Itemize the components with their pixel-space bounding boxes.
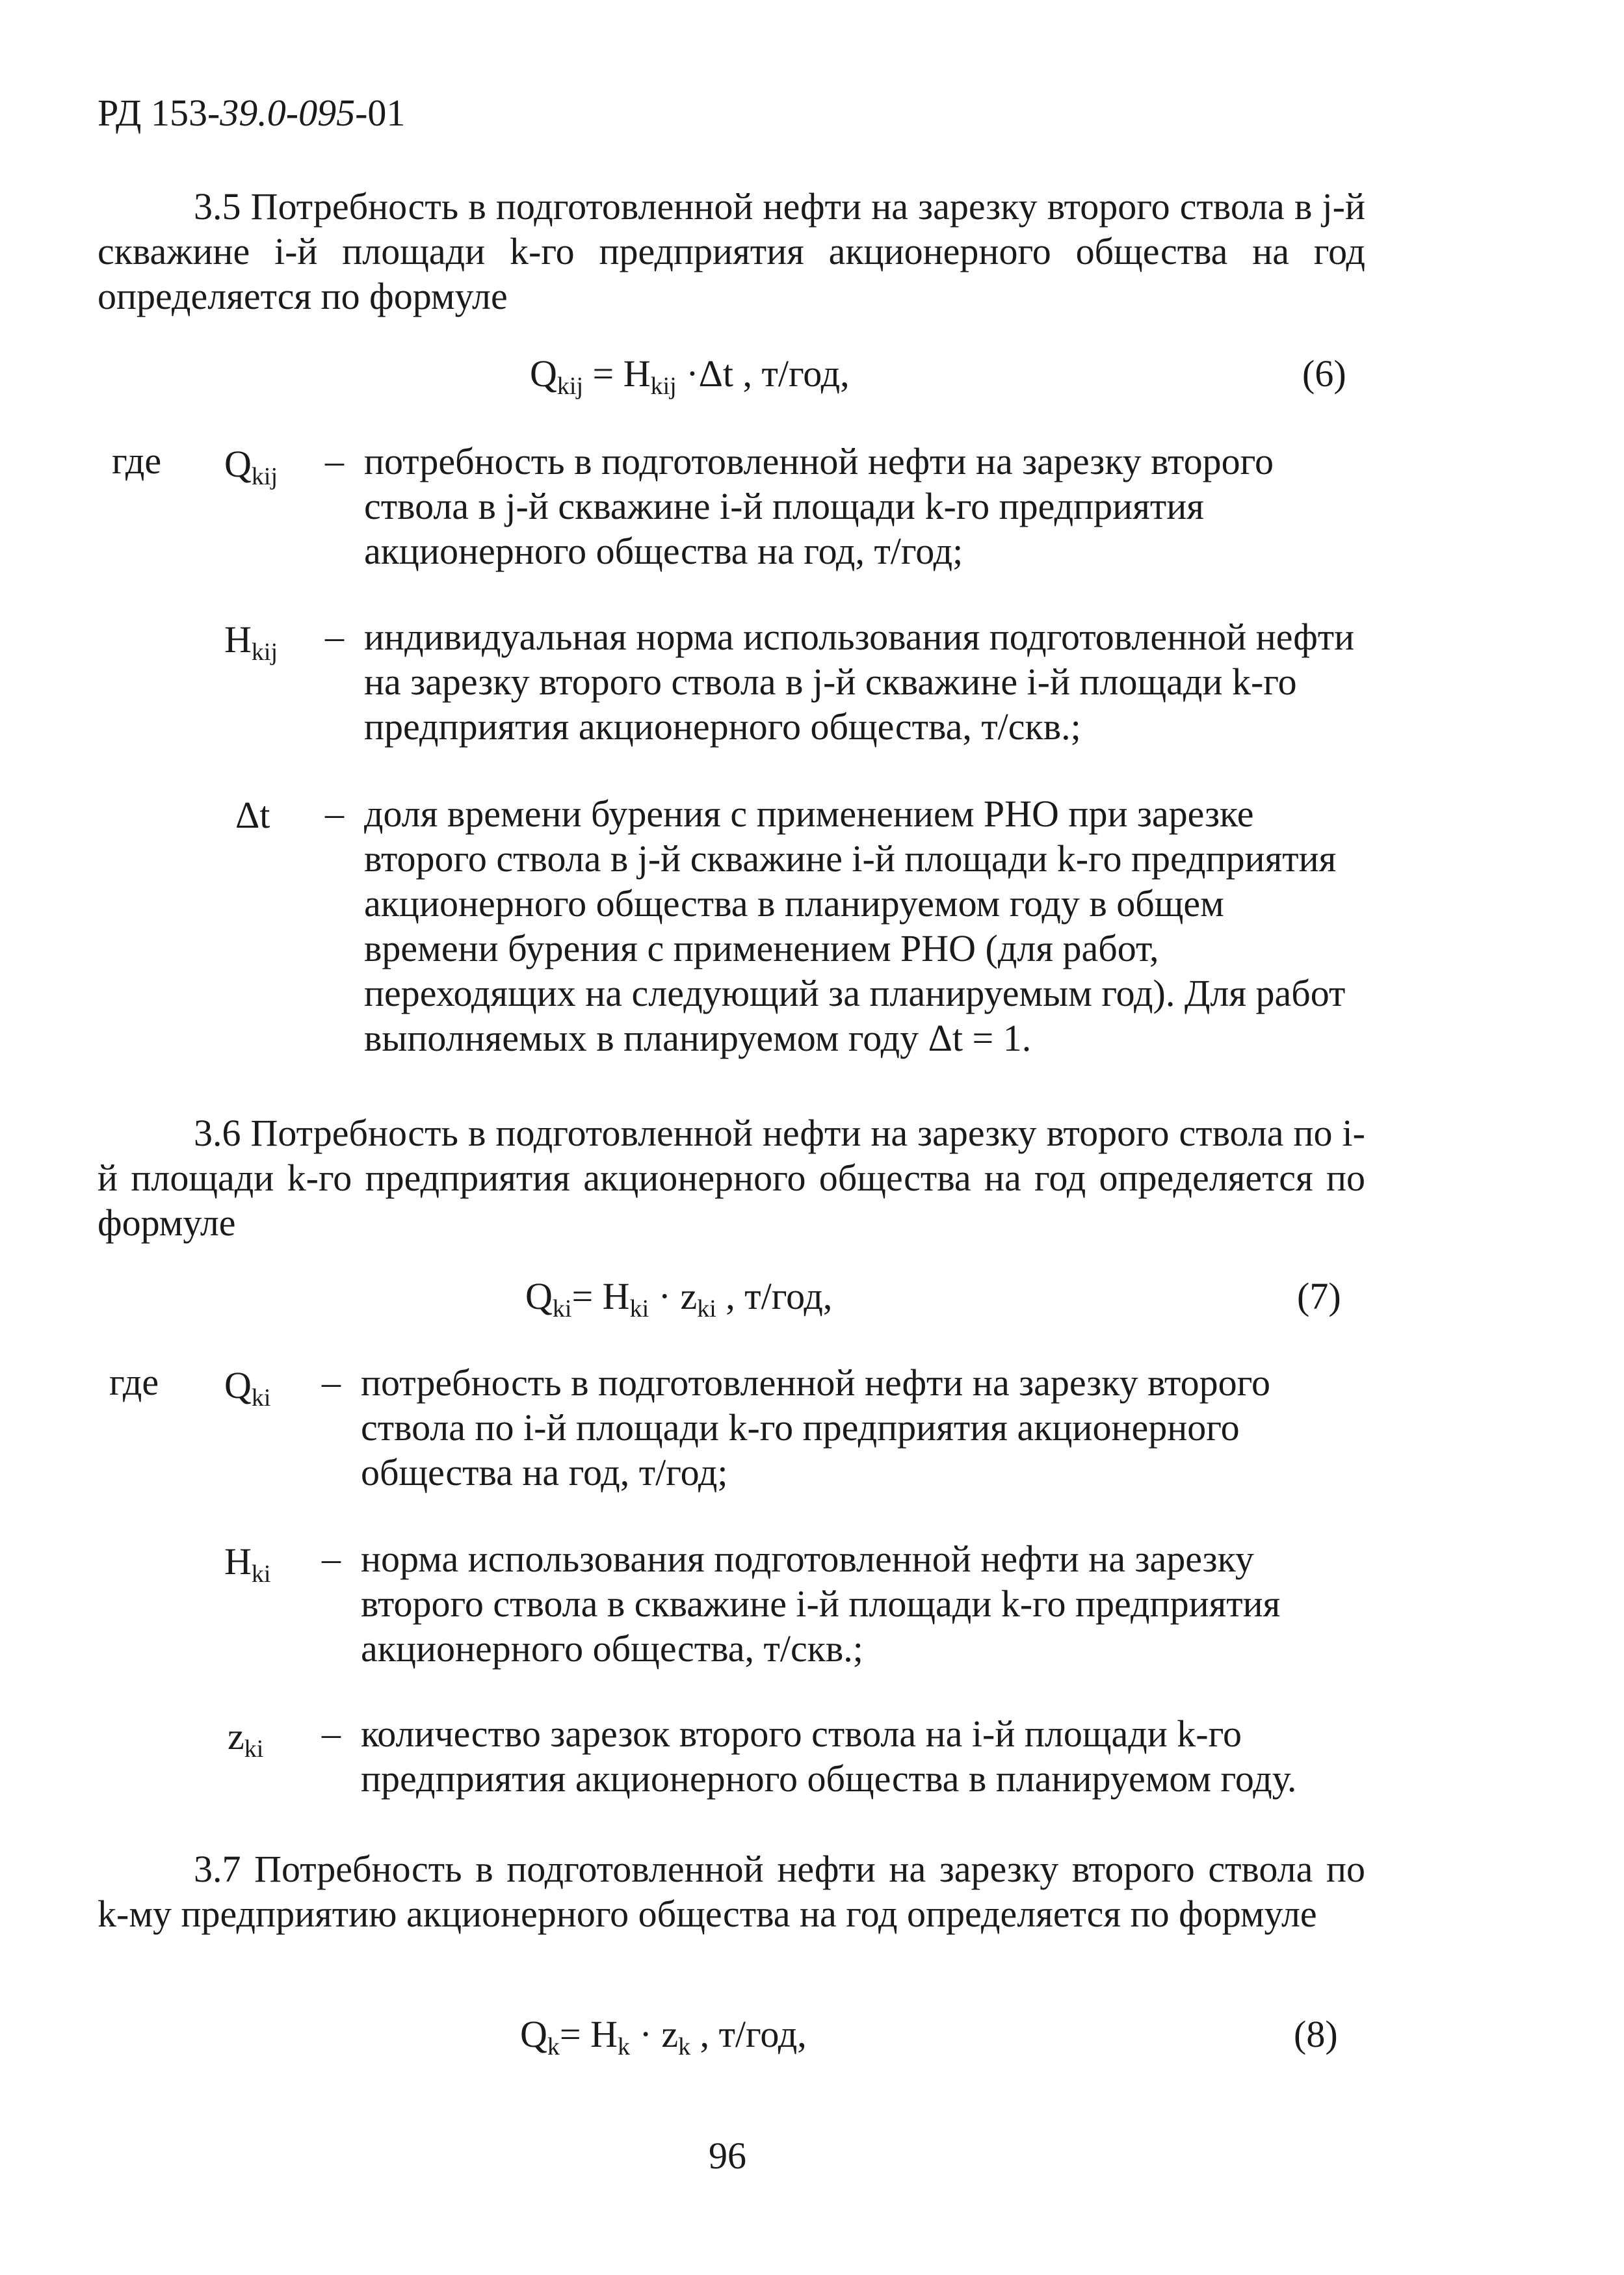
dash: – xyxy=(325,792,344,834)
handwritten-code: 39.0-095- xyxy=(220,92,368,134)
where-label: где xyxy=(109,1361,159,1403)
formula-8-number: (8) xyxy=(1294,2013,1338,2055)
formula-7-number: (7) xyxy=(1297,1275,1341,1317)
section-3-7: 3.7 Потребность в подготовленной нефти на зарезку второго ствола по k-му предприятию акционерного общества на год определяется по формуле xyxy=(98,1848,1365,1935)
document-code: РД 153-39.0-095-01 xyxy=(98,92,406,134)
symbol-delta-t: Δt xyxy=(235,794,270,836)
formula-6: $Q_{kij} = H_{kij} \cdot\Delta t$ , т/год, xyxy=(530,352,850,400)
definition-qkij: потребность в подготовленной нефти на зарезку второго ствола в j-й скважине i-й площади k-го предприятия акционерного общества на год, т/год; xyxy=(364,440,1274,572)
where-label: где xyxy=(112,440,162,482)
definition-delta-t: доля времени бурения с применением РНО при зарезке второго ствола в j-й скважине i-й площади k-го предприятия акционерного общества в планируемом году в общем времени бурения с применением РНО (для работ, переходящих на следующий за планируемым год). Для работ выполняемых в планируемом году Δt = 1. xyxy=(364,793,1346,1059)
section-3-5: 3.5 Потребность в подготовленной нефти на зарезку второго ствола в j-й скважине i-й площади k-го предприятия акционерного общества на год определяется по формуле xyxy=(98,185,1365,317)
symbol-hkij: $H_{kij}$ xyxy=(224,618,278,666)
section-3-6: 3.6 Потребность в подготовленной нефти на зарезку второго ствола по i-й площади k-го предприятия акционерного общества на год определяется по формуле xyxy=(98,1112,1365,1244)
definition-hkij: индивидуальная норма использования подготовленной нефти на зарезку второго ствола в j-й скважине i-й площади k-го предприятия акционерного общества, т/скв.; xyxy=(364,616,1355,748)
definition-qki: потребность в подготовленной нефти на зарезку второго ствола по i-й площади k-го предприятия акционерного общества на год, т/год; xyxy=(361,1361,1270,1493)
definition-zki: количество зарезок второго ствола на i-й площади k-го предприятия акционерного общества в планируемом году. xyxy=(361,1713,1297,1800)
formula-8: $Q_k= H_k \cdot z_k$ , т/год, xyxy=(520,2013,807,2060)
symbol-qki: $Q_{ki}$ xyxy=(224,1364,271,1412)
symbol-qkij: $Q_{kij}$ xyxy=(224,443,278,490)
formula-6-number: (6) xyxy=(1302,352,1346,395)
dash: – xyxy=(325,615,344,657)
dash: – xyxy=(322,1712,341,1754)
symbol-zki: $z_{ki}$ xyxy=(228,1715,264,1763)
dash: – xyxy=(322,1361,341,1403)
dash: – xyxy=(322,1537,341,1579)
definition-hki: норма использования подготовленной нефти на зарезку второго ствола в скважине i-й площади k-го предприятия акционерного общества, т/скв.; xyxy=(361,1538,1281,1670)
page-number: 96 xyxy=(709,2135,746,2177)
formula-7: $Q_{ki}= H_{ki} \cdot z_{ki}$ , т/год, xyxy=(525,1275,833,1322)
symbol-hki: $H_{ki}$ xyxy=(224,1540,271,1588)
dash: – xyxy=(325,440,344,482)
